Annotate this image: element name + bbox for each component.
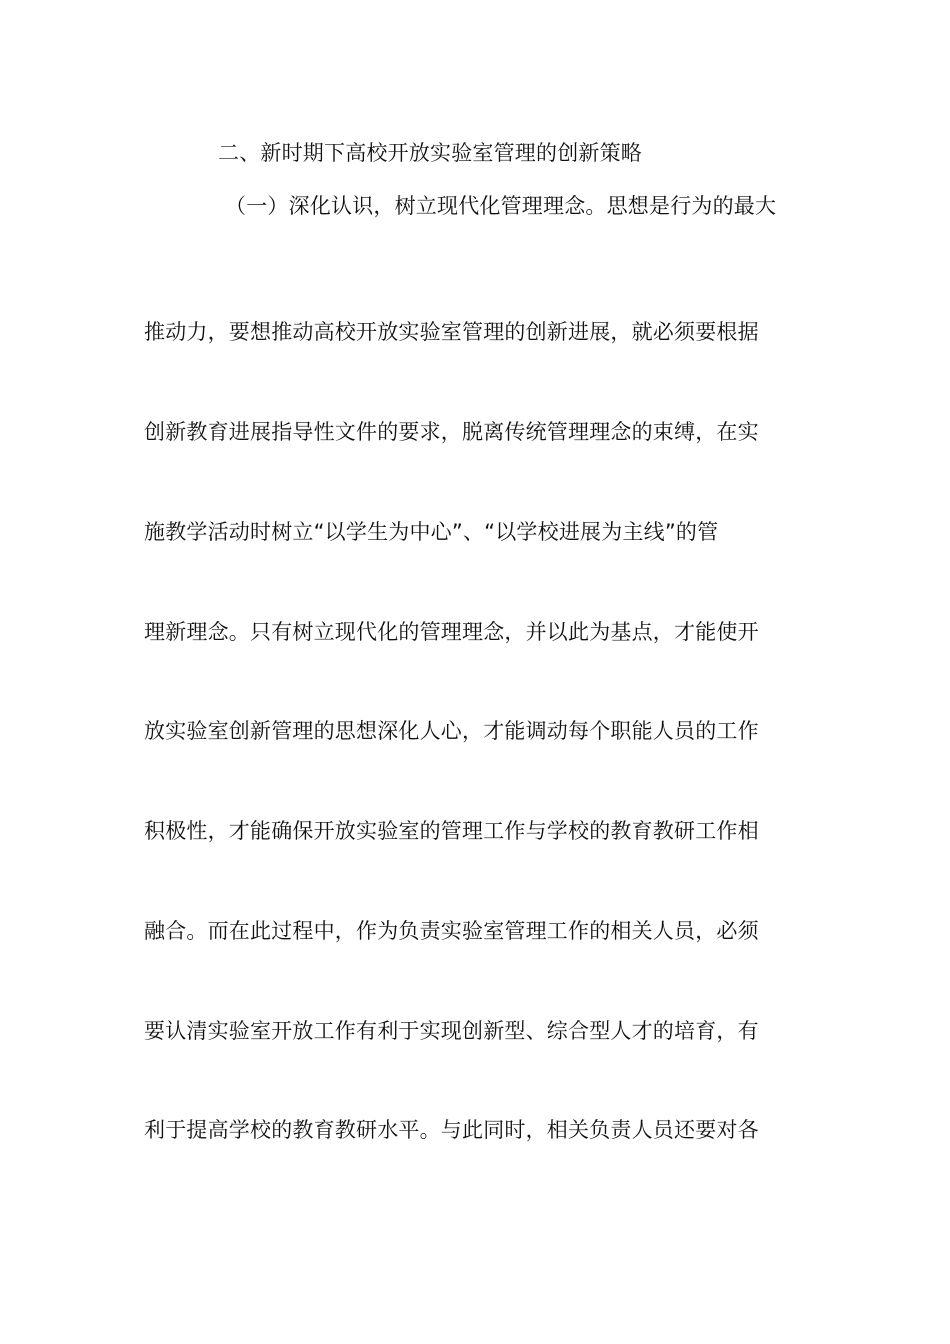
paragraph-line: 要认清实验室开放工作有利于实现创新型、综合型人才的培育，有 <box>144 1019 759 1043</box>
section-heading: 二、新时期下高校开放实验室管理的创新策略 <box>218 141 642 165</box>
paragraph-line: 推动力，要想推动高校开放实验室管理的创新进展，就必须要根据 <box>144 320 759 344</box>
paragraph-line: 施教学活动时树立“以学生为中心”、“以学校进展为主线”的管 <box>144 520 719 544</box>
paragraph-line: 创新教育进展指导性文件的要求，脱离传统管理理念的束缚，在实 <box>144 420 759 444</box>
paragraph-line: 理新理念。只有树立现代化的管理理念，并以此为基点，才能使开 <box>144 620 759 644</box>
paragraph-line: 利于提高学校的教育教研水平。与此同时，相关负责人员还要对各 <box>144 1118 759 1142</box>
paragraph-line: （一）深化认识，树立现代化管理理念。思想是行为的最大 <box>225 194 777 218</box>
paragraph-line: 融合。而在此过程中，作为负责实验室管理工作的相关人员，必须 <box>144 919 759 943</box>
paragraph-line: 放实验室创新管理的思想深化人心，才能调动每个职能人员的工作 <box>144 719 759 743</box>
paragraph-line: 积极性，才能确保开放实验室的管理工作与学校的教育教研工作相 <box>144 819 759 843</box>
